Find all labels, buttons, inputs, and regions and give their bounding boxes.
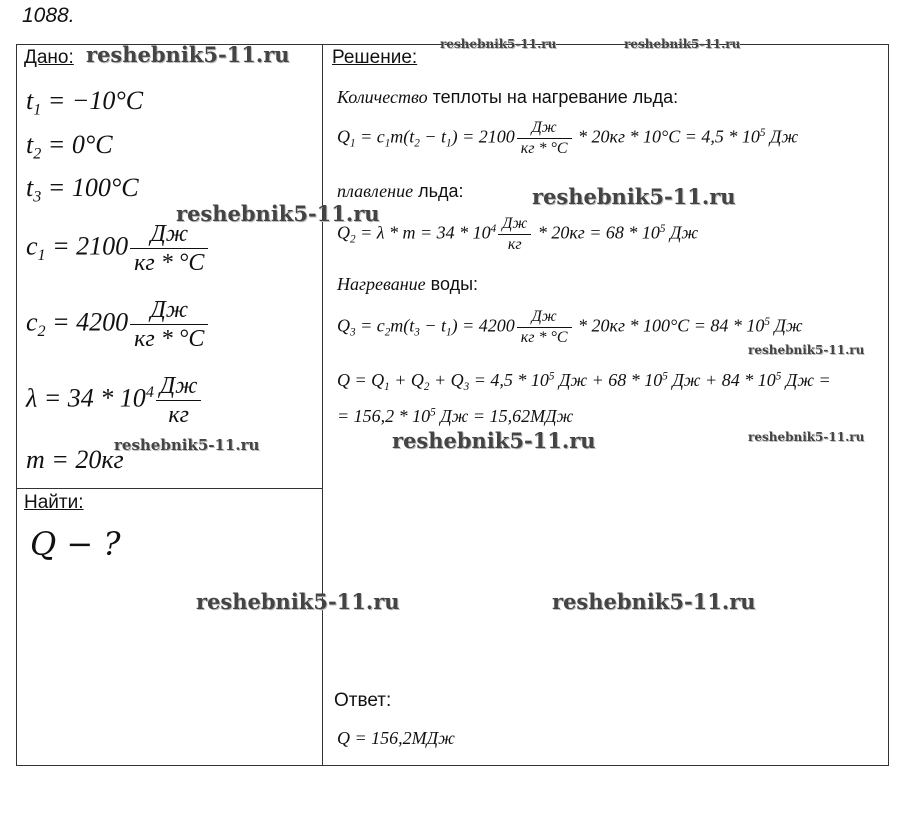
equation-q2: $Q_2 = \lambda * m = 34 * 10^4$ Дж кг * $20кг = 68 * 10^5$ Дж	[337, 215, 699, 253]
given-mass: m = 20кг	[26, 445, 124, 474]
given-c2: $c_2 = 4200$ Дж кг * °C	[26, 296, 210, 353]
given-t3: $t_3 = 100^\circ C$	[26, 173, 139, 206]
answer-value: Q = 156,2МДж	[337, 728, 455, 748]
solution-heading: Решение:	[332, 47, 418, 68]
watermark: reshebnik5-11.ru	[392, 428, 596, 453]
watermark: reshebnik5-11.ru	[532, 184, 736, 209]
given-t1: $t_1 = -10^\circ C$	[26, 86, 144, 119]
watermark: reshebnik5-11.ru	[624, 37, 741, 51]
watermark: reshebnik5-11.ru	[86, 42, 290, 67]
equation-q-result: = $156,2 * 10^5$ Дж = 15,62МДж	[337, 406, 574, 426]
watermark: reshebnik5-11.ru	[196, 589, 400, 614]
solution-step1-label: Количество теплоты на нагревание льда:	[337, 87, 679, 107]
equation-q-total: $Q = Q_1 + Q_2 + Q_3 = 4,5 * 10^5$ Дж + $68 * 10^5$ Дж + $84 * 10^5$ Дж =	[337, 370, 831, 393]
watermark: reshebnik5-11.ru	[114, 436, 260, 454]
watermark: reshebnik5-11.ru	[176, 201, 380, 226]
given-t2: $t_2 = 0^\circ C$	[26, 130, 113, 163]
find-heading: Найти:	[24, 492, 84, 513]
equation-q1: $Q_1 = c_1m(t_2 - t_1) = 2100$ Дж кг * °C * $20кг * 10^\circ C = 4,5 * 10^5$ Дж	[337, 119, 799, 157]
column-divider	[322, 44, 323, 766]
answer-heading: Ответ:	[334, 690, 392, 711]
watermark: reshebnik5-11.ru	[748, 430, 865, 444]
row-divider	[16, 488, 322, 489]
given-c1: $c_1 = 2100$ Дж кг * °C	[26, 220, 210, 277]
solution-step2-label: плавление льда:	[337, 181, 464, 201]
problem-number: 1088.	[22, 4, 75, 27]
watermark: reshebnik5-11.ru	[552, 589, 756, 614]
watermark: reshebnik5-11.ru	[748, 343, 865, 357]
given-heading: Дано:	[24, 47, 74, 68]
equation-q3: $Q_3 = c_2m(t_3 - t_1) = 4200$ Дж кг * °C * $20кг * 100^\circ C = 84 * 10^5$ Дж	[337, 308, 803, 346]
given-lambda: $\lambda = 34 * 10^4$ Дж кг	[26, 372, 203, 429]
watermark: reshebnik5-11.ru	[440, 37, 557, 51]
find-expression: Q − ?	[30, 525, 121, 563]
solution-step3-label: Нагревание воды:	[337, 274, 479, 294]
